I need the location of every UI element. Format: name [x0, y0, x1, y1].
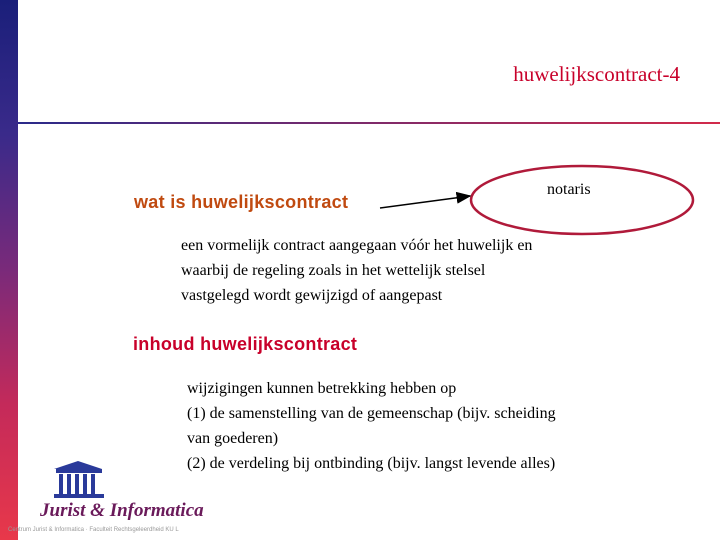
title-divider	[18, 122, 720, 124]
definition-line: vastgelegd wordt gewijzigd of aangepast	[181, 287, 443, 304]
callout-label-notaris: notaris	[547, 181, 591, 198]
definition-paragraph	[181, 233, 701, 308]
content-paragraph	[187, 376, 687, 476]
decorative-side-bar	[0, 0, 18, 540]
content-line: van goederen)	[187, 430, 279, 447]
definition-line: een vormelijk contract aangegaan vóór het huwelijk en	[181, 237, 533, 254]
callout-arrow	[380, 196, 470, 208]
content-line: wijzigingen kunnen betrekking hebben op	[187, 380, 457, 397]
callout-ellipse	[471, 166, 693, 234]
heading-what-is: wat is huwelijkscontract	[134, 192, 349, 212]
content-line: (2) de verdeling bij ontbinding (bijv. langst levende alles)	[187, 455, 556, 472]
heading-content: inhoud huwelijkscontract	[133, 334, 358, 354]
logo-wordmark: Jurist & Informatica	[40, 500, 204, 521]
definition-line: waarbij de regeling zoals in het wettelijk stelsel	[181, 262, 486, 279]
content-line: (1) de samenstelling van de gemeenschap (bijv. scheiding	[187, 405, 556, 422]
logo-subtitle: Centrum Jurist & Informatica · Faculteit Rechtsgeleerdheid KU L	[8, 527, 179, 533]
logo-building-icon	[34, 455, 214, 535]
slide-title: huwelijkscontract-4	[513, 62, 680, 86]
